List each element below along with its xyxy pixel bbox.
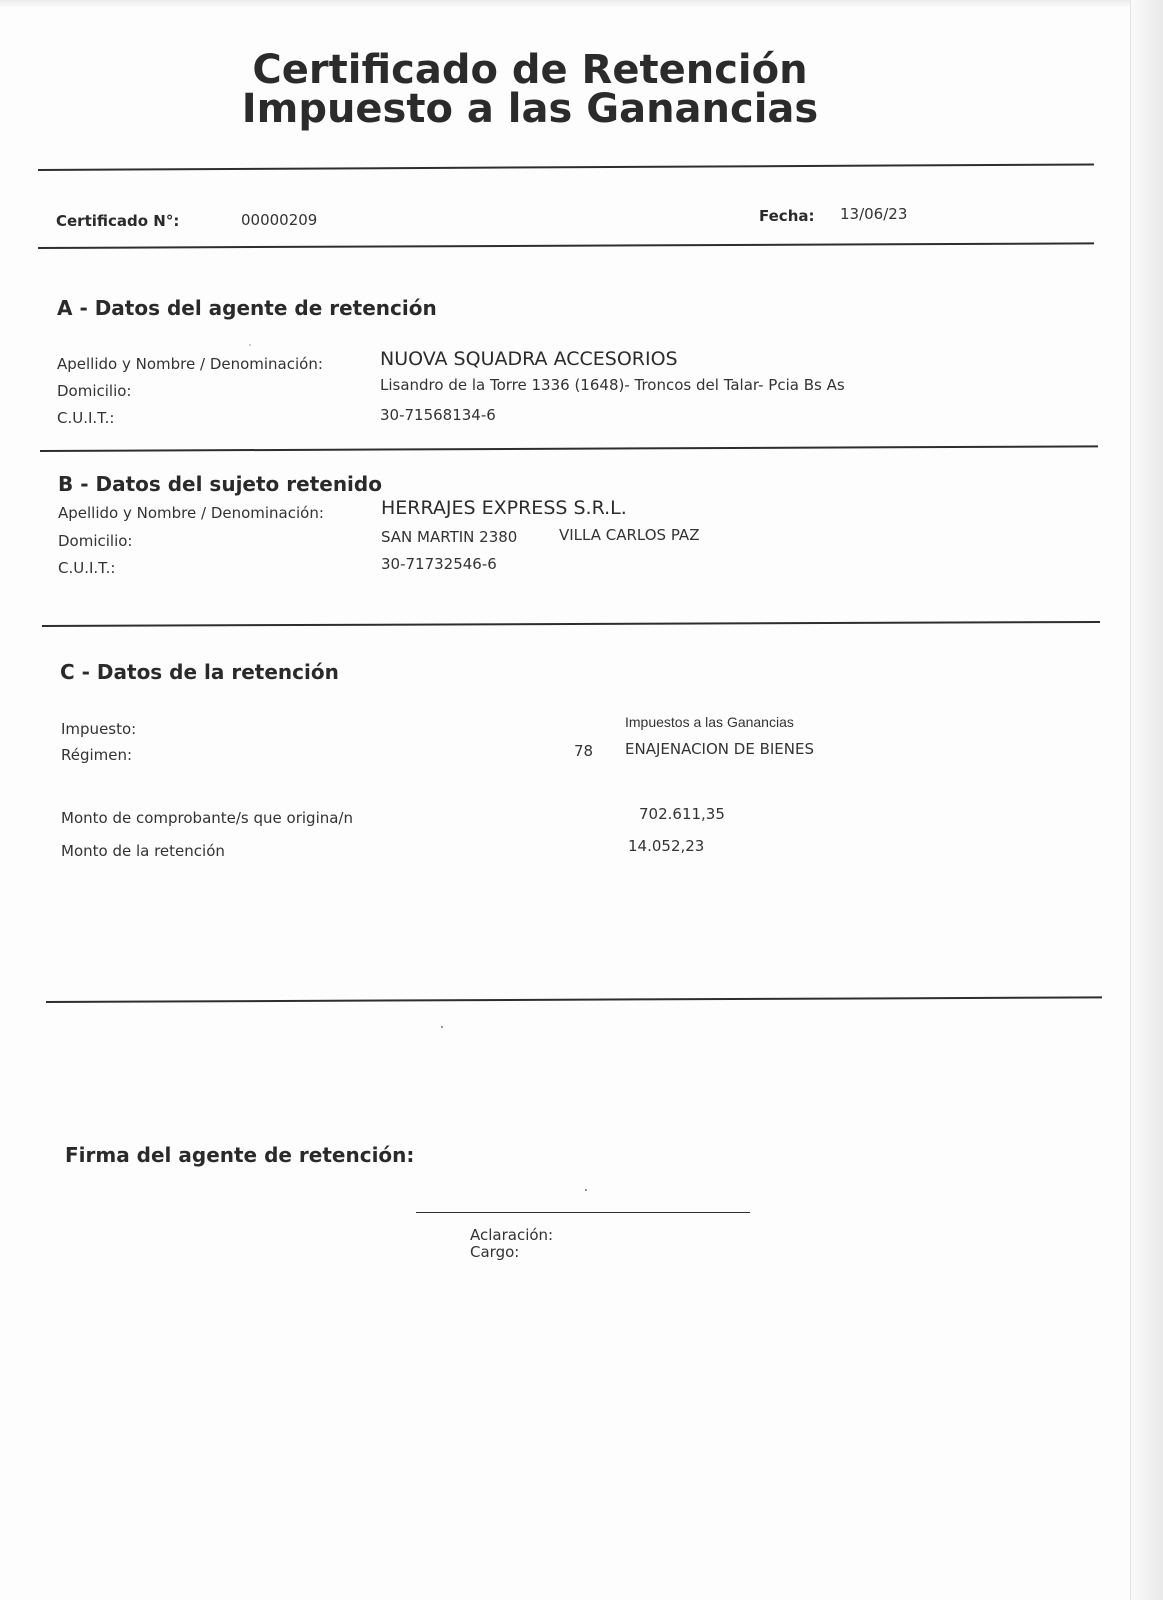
section-b-cuit-value: 30-71732546-6 — [381, 555, 497, 573]
date-value: 13/06/23 — [840, 205, 908, 223]
voucher-amount-label: Monto de comprobante/s que origina/n — [61, 809, 353, 827]
section-c-heading: C - Datos de la retención — [60, 660, 339, 684]
scan-speck — [249, 344, 251, 346]
section-a-address-value: Lisandro de la Torre 1336 (1648)- Troncos del Talar- Pcia Bs As — [380, 376, 845, 394]
scan-speck — [585, 1189, 587, 1191]
section-b-cuit-label: C.U.I.T.: — [58, 559, 116, 577]
divider-section-b — [42, 621, 1100, 627]
regime-label: Régimen: — [61, 746, 133, 764]
section-b-address-city: VILLA CARLOS PAZ — [559, 526, 700, 544]
tax-value: Impuestos a las Ganancias — [625, 714, 794, 730]
divider-header-top — [38, 163, 1094, 171]
divider-header-bottom — [38, 242, 1094, 249]
section-b-name-label: Apellido y Nombre / Denominación: — [58, 504, 324, 522]
section-b-name-value: HERRAJES EXPRESS S.R.L. — [381, 497, 627, 519]
certificate-number-value: 00000209 — [241, 211, 318, 229]
certificate-number-label: Certificado N°: — [56, 212, 180, 230]
section-a-cuit-label: C.U.I.T.: — [57, 409, 115, 427]
position-label: Cargo: — [470, 1243, 520, 1261]
date-label: Fecha: — [759, 207, 815, 225]
section-b-heading: B - Datos del sujeto retenido — [58, 472, 382, 496]
section-a-name-label: Apellido y Nombre / Denominación: — [57, 355, 323, 373]
voucher-amount-value: 702.611,35 — [639, 805, 725, 823]
section-b-address-label: Domicilio: — [58, 532, 133, 550]
section-a-cuit-value: 30-71568134-6 — [380, 406, 496, 424]
divider-section-a — [40, 445, 1098, 452]
regime-code: 78 — [574, 742, 594, 760]
section-a-address-label: Domicilio: — [57, 382, 132, 400]
clarification-label: Aclaración: — [470, 1226, 554, 1244]
withholding-amount-value: 14.052,23 — [628, 837, 705, 855]
withholding-amount-label: Monto de la retención — [61, 842, 225, 860]
document-subtitle: Impuesto a las Ganancias — [241, 86, 819, 132]
section-a-name-value: NUOVA SQUADRA ACCESORIOS — [380, 348, 678, 370]
signature-line — [416, 1212, 750, 1213]
tax-label: Impuesto: — [61, 720, 137, 738]
scan-speck — [441, 1026, 443, 1028]
divider-section-c — [46, 996, 1102, 1003]
document-title: Certificado de Retención — [252, 47, 808, 93]
scan-top-shadow — [0, 0, 1163, 8]
regime-value: ENAJENACION DE BIENES — [625, 740, 814, 758]
signature-heading: Firma del agente de retención: — [65, 1143, 415, 1167]
section-a-heading: A - Datos del agente de retención — [57, 296, 437, 320]
scan-right-edge — [1130, 0, 1163, 1600]
section-b-address-street: SAN MARTIN 2380 — [381, 528, 518, 546]
